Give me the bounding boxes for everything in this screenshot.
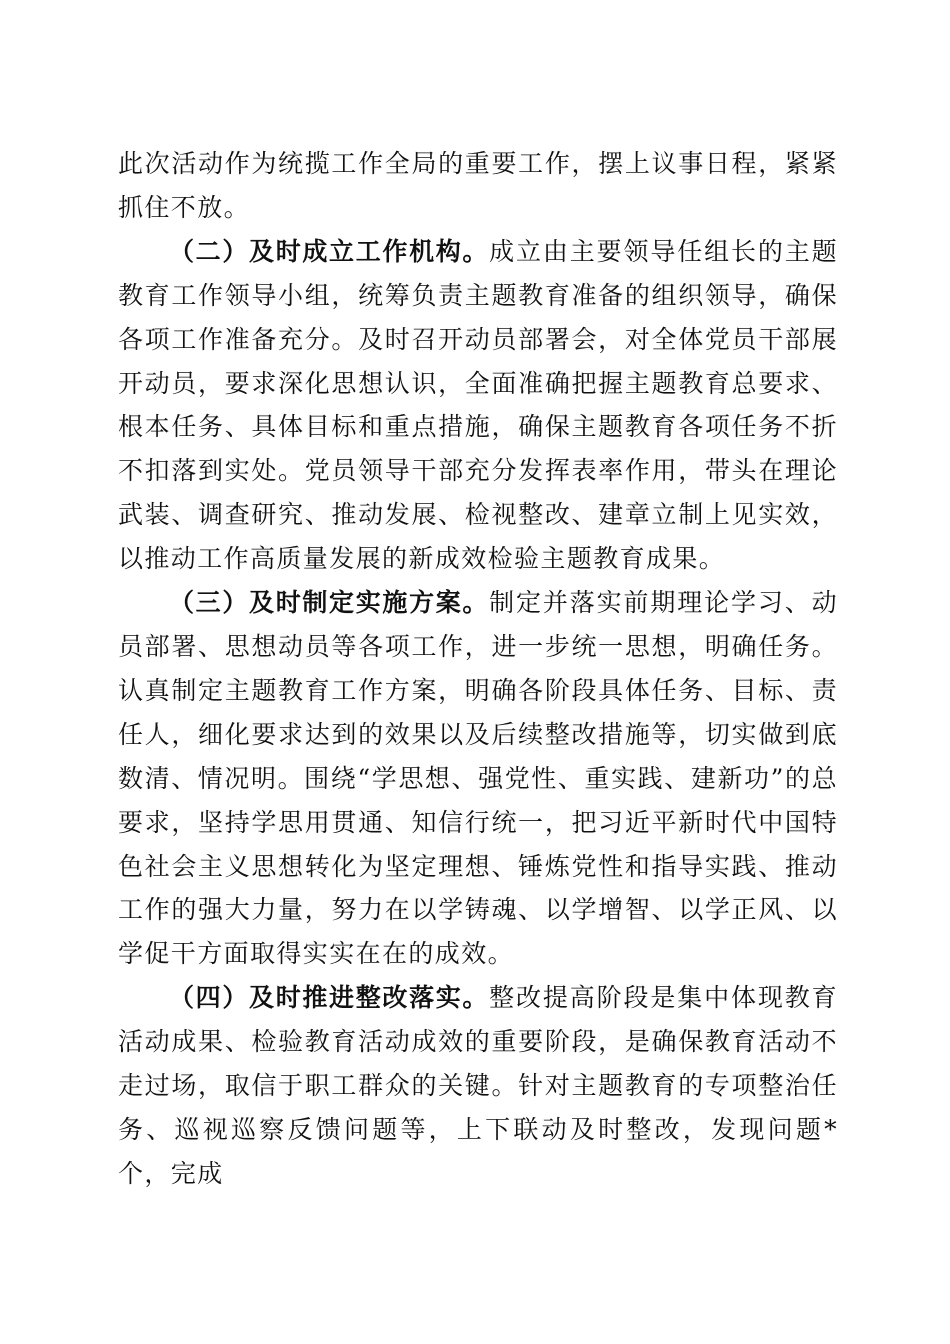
paragraph-section-4 bbox=[118, 976, 838, 1196]
document-body bbox=[118, 142, 838, 1196]
paragraph-text: 此次活动作为统揽工作全局的重要工作，摆上议事日程，紧紧抓住不放。 bbox=[118, 149, 838, 222]
paragraph-text: 整改提高阶段是集中体现教育活动成果、检验教育活动成效的重要阶段，是确保教育活动不走过场，取信于职工群众的关键。针对主题教育的专项整治任务、巡视巡察反馈问题等，上下联动及时整改，发现问题*个，完成 bbox=[118, 983, 839, 1188]
paragraph-text: 成立由主要领导任组长的主题教育工作领导小组，统筹负责主题教育准备的组织领导，确保各项工作准备充分。及时召开动员部署会，对全体党员干部展开动员，要求深化思想认识，全面准确把握主题教育总要求、根本任务、具体目标和重点措施，确保主题教育各项任务不折不扣落到实处。党员领导干部充分发挥表率作用，带头在理论武装、调查研究、推动发展、检视整改、建章立制上见实效，以推动工作高质量发展的新成效检验主题教育成果。 bbox=[118, 236, 839, 574]
section-heading: （四）及时推进整改落实。 bbox=[169, 983, 490, 1013]
section-heading: （三）及时制定实施方案。 bbox=[169, 588, 490, 618]
paragraph-section-3 bbox=[118, 581, 838, 976]
paragraph-continuation bbox=[118, 142, 838, 230]
section-heading: （二）及时成立工作机构。 bbox=[169, 236, 490, 266]
paragraph-text: 制定并落实前期理论学习、动员部署、思想动员等各项工作，进一步统一思想，明确任务。认真制定主题教育工作方案，明确各阶段具体任务、目标、责任人，细化要求达到的效果以及后续整改措施等，切实做到底数清、情况明。围绕“学思想、强党性、重实践、建新功”的总要求，坚持学思用贯通、知信行统一，把习近平新时代中国特色社会主义思想转化为坚定理想、锤炼党性和指导实践、推动工作的强大力量，努力在以学铸魂、以学增智、以学正风、以学促干方面取得实实在在的成效。 bbox=[118, 588, 839, 969]
paragraph-section-2 bbox=[118, 230, 838, 581]
